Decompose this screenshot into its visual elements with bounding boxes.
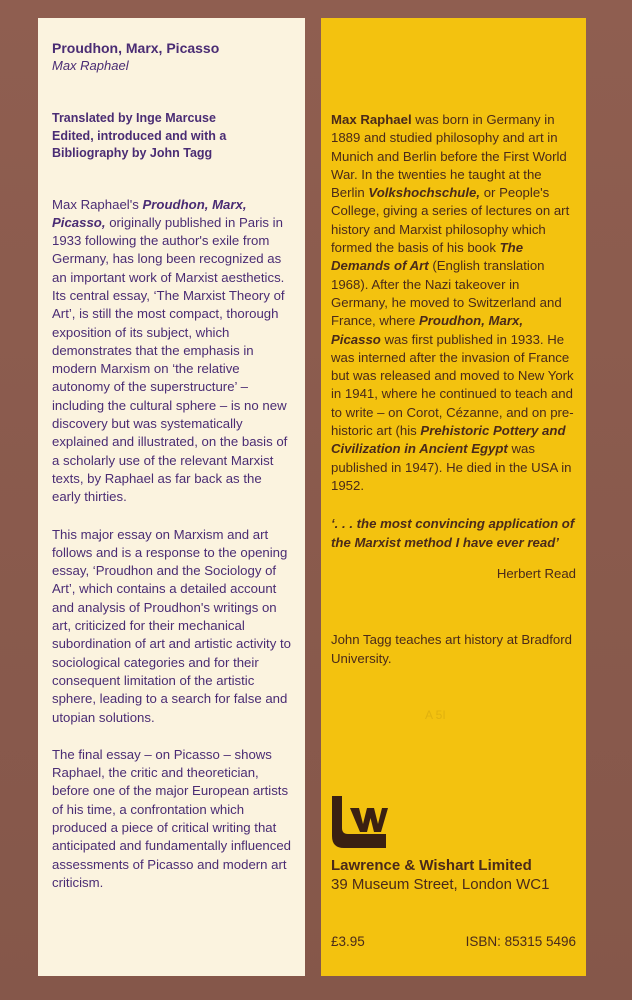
book-title-inline: Proudhon, Marx, Picasso [331,313,524,347]
publisher-address: 39 Museum Street, London WC1 [331,876,550,893]
description-paragraph-1 [52,196,291,507]
book-author: Max Raphael [52,58,129,73]
right-panel [321,18,586,976]
text-span: or People's College, giving a series of lectures on art history and Marxist philosophy which formed the basis of his book [331,185,570,256]
book-title: Proudhon, Marx, Picasso [52,40,220,56]
description-paragraph-3: The final essay – on Picasso – shows Raphael, the critic and theoretician, before one of the major European artists of his time, a confrontation which produced a piece of critical writing that anticipated and fundamentally influenced assessments of Picasso and modern art criticism. [52,746,292,890]
text-span: was born in Germany in 1889 and studied philosophy and art in Munich and Berlin before the First World War. In the twenties he taught at the Berlin [331,112,567,201]
credit-line: Bibliography by John Tagg [52,146,213,160]
publisher-name: Lawrence & Wishart Limited [331,857,532,874]
book-title-inline: The Demands of Art [331,240,524,274]
left-panel [38,18,305,976]
description-paragraph-2: This major essay on Marxism and art follows and is a response to the opening essay, ‘Proudhon and the Sociology of Art’, which contains a detailed account and analysis of Proudhon's writings on art, criticized for their mechanical subordination of art and artistic activity to sociological categories and for their consequent limitation of the artistic sphere, leading to a search for false and utopian solutions. [52,526,291,725]
author-name: Max Raphael [331,112,412,127]
text-span: teaches art history at Bradford University. [331,632,572,666]
isbn: ISBN: 85315 5496 [465,934,576,949]
text-span: Max Raphael's [52,196,143,212]
faint-stamp: A 5I [425,708,446,722]
institution-name: Volkshochschule, [368,185,481,201]
text-span: originally published in Paris in 1933 following the author's exile from Germany, has long been recognized as an important work of Marxist aesthetics. Its central essay, ‘The Marxist Theory of Art’, is still the most compact, thorough exposition of its subject, which demonstrates that the emphasis in modern Marxism on ‘the relative autonomy of the superstructure’ – including the cultural sphere – is no new discovery but was systematically explained and illustrated, on the basis of a scholarly use of the relevant Marxist texts, by Raphael as far back as the early thirties. [52,214,288,505]
author-biography [331,111,576,495]
editor-name: John Tagg [331,632,392,648]
text-span: (English translation 1968). After the Nazi takeover in Germany, he moved to Switzerland and France, where [331,258,562,329]
credit-line: Translated by Inge Marcuse [52,111,216,125]
lw-publisher-logo-icon [330,794,388,850]
text-span: was first published in 1933. He was interned after the invasion of France but was released and moved to New York in 1941, where he continued to teach and to write – on Corot, Cézanne, and on pre-historic art (his [331,331,574,439]
book-title-inline: Prehistoric Pottery and Civilization in Ancient Egypt [331,423,566,457]
book-title-inline: Proudhon, Marx, Picasso, [52,196,247,230]
credits [52,110,291,163]
credit-line: Edited, introduced and with a [52,128,227,143]
editor-note [331,631,576,668]
quote-attribution: Herbert Read [496,566,576,582]
review-quote: ‘. . . the most convincing application of the Marxist method I have ever read’ [331,516,575,550]
price: £3.95 [331,934,365,949]
text-span: was published in 1947). He died in the USA in 1952. [331,441,572,493]
